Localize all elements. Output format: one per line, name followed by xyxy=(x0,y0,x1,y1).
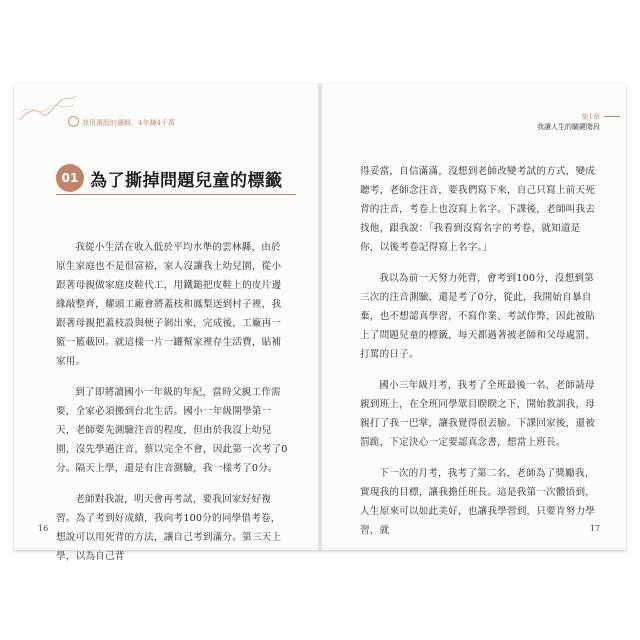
header-rule xyxy=(604,116,620,117)
paragraph: 到了即將讀國小一年級的年紀，當時父親工作需要，全家必須搬到台北生活。國小一年級開學第一天，老師要先測驗注音的程度，但由於我沒上幼兒園，沒先學過注音，蔡以完全不會，因此第一次考了0分。隔天上學，還是有注音測驗，我一樣考了0分。 xyxy=(56,387,288,474)
chapter-label: 第1章 xyxy=(581,113,600,121)
page-number: 16 xyxy=(38,524,49,533)
paragraph: 我以為前一天努力死背，會考到100分，沒想到第三次的注音測驗，還是考了0分，從此，我開始自暴自棄，也不想認真學習，不寫作業、考試作弊，因此被貼上了問題兒童的標籤，每天都過著被老師和父母處罰、打罵的日子。 xyxy=(360,273,596,360)
chapter-heading xyxy=(56,164,283,192)
chapter-subtitle: 我讀人生的關鍵階段 xyxy=(537,123,600,131)
chapter-title: 為了撕掉問題兒童的標籤 xyxy=(90,170,283,191)
book-logo-icon xyxy=(68,116,79,127)
paragraph: 我從小生活在收入低於平均水準的雲林縣，由於原生家庭也不是很富裕，家人沒讓我上幼兒園，從小跟著母親做家庭皮鞋代工，用鐵鎚把皮鞋上的皮片邊緣敲整齊，耀頭工廠會將蓋枝和鳳梨送到村子裡，我跟著母親把蓋枝設與梗子剝出來，完成後，工廠再一籃一籃載回。就這樣一片一罐幫家裡存生活費，貼補家用。 xyxy=(56,242,282,367)
title-divider xyxy=(56,194,296,195)
paragraph: 下一次的月考，我考了第二名，老師為了獎勵我，實現我的目標，讓我擔任班長。這是我第一次體悟到，人生原來可以如此美好，也讓我學習到，只要肯努力學習，就 xyxy=(360,468,596,536)
paragraph: 國小三年級月考，我考了全班最後一名，老師請母親到班上，在全班同學眾目睽睽之下，開始教訓我，母親打了我一巴掌，讓我覺得很丟臉。下課回家後，還被罰跪，下定決心一定要認真念書，想當上班長。 xyxy=(360,380,596,448)
paragraph: 得妥當，自信滿滿，沒想到老師改變考試的方式，變成聽考，老師念注音，要我們寫下來，自己只寫上前天死背的注音，考卷上也沒寫上名字。下課後，老師叫我去找他，跟我說：「我看到沒寫名字的考卷，就知道是你，以後考卷記得寫上名字。」 xyxy=(360,166,596,253)
paragraph: 老師對我說，明天會再考試，要我回家好好複習。為了考到好成績，我向考100分的同學借考卷，想說可以用死背的方法，讓自己考到滿分。第三天上學，以為自己背 xyxy=(56,494,282,562)
right-body-text xyxy=(360,162,600,552)
left-page xyxy=(14,84,320,562)
chapter-number-badge: 01 xyxy=(56,164,84,192)
right-page xyxy=(320,84,626,550)
running-head xyxy=(68,116,175,128)
book-spread xyxy=(14,84,626,562)
page-number: 17 xyxy=(589,524,600,533)
left-body-text xyxy=(56,238,290,578)
running-head-text: 我用選股的邏輯，4年賺4千萬 xyxy=(82,119,175,127)
chapter-running-head xyxy=(537,112,600,132)
